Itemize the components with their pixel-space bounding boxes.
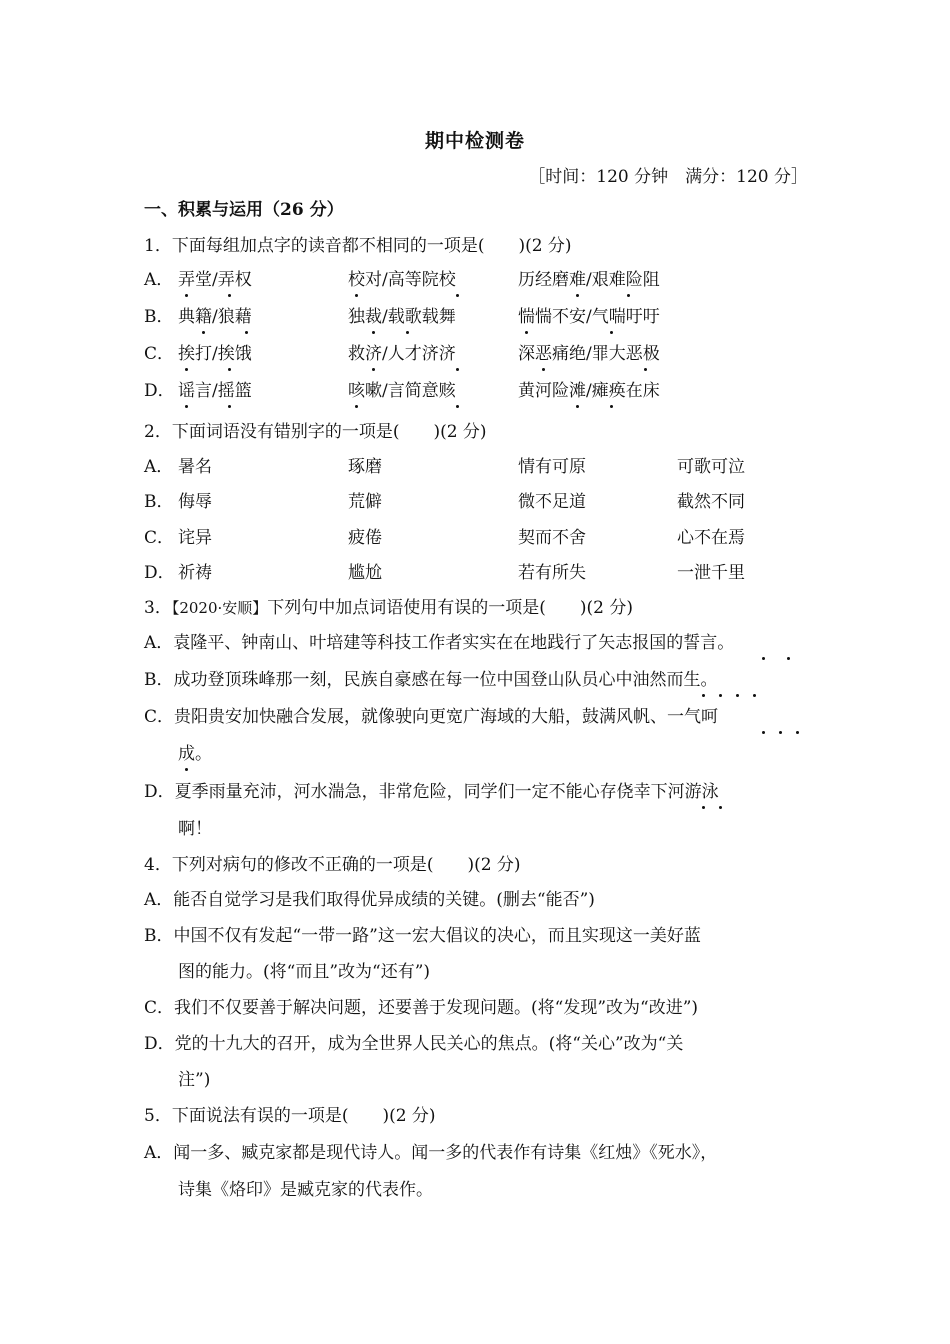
option-cell: 一泄千里 (677, 563, 745, 583)
emphasis-dot (644, 368, 647, 371)
emphasis-dot (185, 768, 188, 771)
question-5-stem: 5．下面说法有误的一项是( )(2 分) (144, 1106, 436, 1126)
option-cell: 心不在焉 (677, 528, 745, 548)
option-cell: 典籍/狼藉 (178, 307, 252, 327)
question-4-stem: 4．下列对病句的修改不正确的一项是( )(2 分) (144, 855, 521, 875)
emphasis-dot (355, 405, 358, 408)
option-cell: 惴惴不安/气喘吁吁 (518, 307, 660, 327)
option-cell: 若有所失 (518, 563, 586, 583)
question-5-option-a: A．闻一多、臧克家都是现代诗人。闻一多的代表作有诗集《红烛》《死水》， (144, 1143, 718, 1163)
emphasis-dot (702, 694, 705, 697)
emphasis-dot (719, 806, 722, 809)
question-4-option-d-continued: 注”) (178, 1070, 211, 1090)
option-cell: 黄河险滩/瘫痪在床 (518, 381, 660, 401)
emphasis-dot (185, 405, 188, 408)
section-heading: 一、积累与运用（26 分） (144, 200, 344, 220)
emphasis-dot (762, 731, 765, 734)
option-cell: 诧异 (178, 528, 212, 548)
question-3-option-c: C．贵阳贵安加快融合发展，就像驶向更宽广海域的大船，鼓满风帆、一气呵 (144, 707, 719, 727)
question-text: 下列句中加点词语使用有误的一项是( )(2 分) (267, 598, 634, 618)
question-4-option-b-continued: 图的能力。(将“而且”改为“还有”) (178, 962, 431, 982)
question-5-option-a-continued: 诗集《烙印》是臧克家的代表作。 (178, 1180, 433, 1200)
emphasis-dot (736, 694, 739, 697)
emphasis-dot (372, 368, 375, 371)
emphasis-dot (610, 405, 613, 408)
question-4-option-c: C．我们不仅要善于解决问题，还要善于发现问题。(将“发现”改为“改进”) (144, 998, 699, 1018)
question-number: 3． (144, 598, 172, 618)
emphasis-dot (228, 294, 231, 297)
option-cell: 弄堂/弄权 (178, 270, 252, 290)
option-label: A． (144, 457, 174, 477)
option-label: B． (144, 307, 174, 327)
option-cell: 截然不同 (677, 492, 745, 512)
option-label: C． (144, 344, 175, 364)
emphasis-dot (753, 694, 756, 697)
time-score-note: ［时间：120 分钟 满分：120 分］ (528, 167, 808, 187)
emphasis-dot (762, 657, 765, 660)
emphasis-dot (456, 368, 459, 371)
emphasis-dot (576, 405, 579, 408)
option-cell: 挨打/挨饿 (178, 344, 252, 364)
option-label: D． (144, 563, 175, 583)
option-label: A． (144, 270, 174, 290)
option-cell: 荒僻 (348, 492, 382, 512)
emphasis-dot (525, 331, 528, 334)
emphasis-dot (610, 331, 613, 334)
question-3-option-b: B．成功登顶珠峰那一刻，民族自豪感在每一位中国登山队员心中油然而生。 (144, 670, 718, 690)
option-label: C． (144, 528, 175, 548)
question-source: 【2020·安顺】 (171, 599, 268, 617)
option-label: B． (144, 492, 174, 512)
option-cell: 救济/人才济济 (348, 344, 456, 364)
question-2-stem: 2．下面词语没有错别字的一项是( )(2 分) (144, 422, 487, 442)
exam-title: 期中检测卷 (424, 130, 525, 152)
emphasis-dot (542, 368, 545, 371)
emphasis-dot (796, 731, 799, 734)
option-cell: 契而不舍 (518, 528, 586, 548)
emphasis-dot (202, 331, 205, 334)
option-cell: 暑名 (178, 457, 212, 477)
option-cell: 疲倦 (348, 528, 382, 548)
emphasis-dot (372, 331, 375, 334)
emphasis-dot (245, 331, 248, 334)
option-cell: 琢磨 (348, 457, 382, 477)
emphasis-dot (228, 368, 231, 371)
option-cell: 谣言/摇篮 (178, 381, 252, 401)
option-cell: 侮辱 (178, 492, 212, 512)
question-1-stem: 1．下面每组加点字的读音都不相同的一项是( )(2 分) (144, 236, 572, 256)
question-3-option-a: A．袁隆平、钟南山、叶培建等科技工作者实实在在地践行了矢志报国的誓言。 (144, 633, 735, 653)
emphasis-dot (355, 294, 358, 297)
option-cell: 咳嗽/言简意赅 (348, 381, 456, 401)
emphasis-dot (185, 294, 188, 297)
emphasis-dot (456, 405, 459, 408)
emphasis-dot (406, 331, 409, 334)
option-cell: 尴尬 (348, 563, 382, 583)
option-cell: 微不足道 (518, 492, 586, 512)
question-4-option-a: A．能否自觉学习是我们取得优异成绩的关键。(删去“能否”) (144, 890, 595, 910)
option-cell: 独裁/载歌载舞 (348, 307, 456, 327)
emphasis-dot (456, 294, 459, 297)
question-3-option-d: D．夏季雨量充沛，河水湍急，非常危险，同学们一定不能心存侥幸下河游泳 (144, 782, 719, 802)
option-cell: 校对/高等院校 (348, 270, 456, 290)
option-label: D． (144, 381, 175, 401)
emphasis-dot (779, 731, 782, 734)
emphasis-dot (228, 405, 231, 408)
option-cell: 深恶痛绝/罪大恶极 (518, 344, 660, 364)
option-cell: 可歌可泣 (677, 457, 745, 477)
question-3-option-c-continued: 成。 (178, 744, 212, 764)
emphasis-dot (719, 694, 722, 697)
question-3-option-d-continued: 啊！ (178, 819, 212, 839)
option-cell: 情有可原 (518, 457, 586, 477)
option-cell: 祈祷 (178, 563, 212, 583)
question-4-option-d: D．党的十九大的召开，成为全世界人民关心的焦点。(将“关心”改为“关 (144, 1034, 684, 1054)
emphasis-dot (627, 294, 630, 297)
option-cell: 历经磨难/艰难险阻 (518, 270, 660, 290)
question-4-option-b: B．中国不仅有发起“一带一路”这一宏大倡议的决心，而且实现这一美好蓝 (144, 926, 701, 946)
emphasis-dot (787, 657, 790, 660)
emphasis-dot (576, 294, 579, 297)
emphasis-dot (702, 806, 705, 809)
emphasis-dot (185, 368, 188, 371)
question-3-stem (144, 596, 633, 620)
